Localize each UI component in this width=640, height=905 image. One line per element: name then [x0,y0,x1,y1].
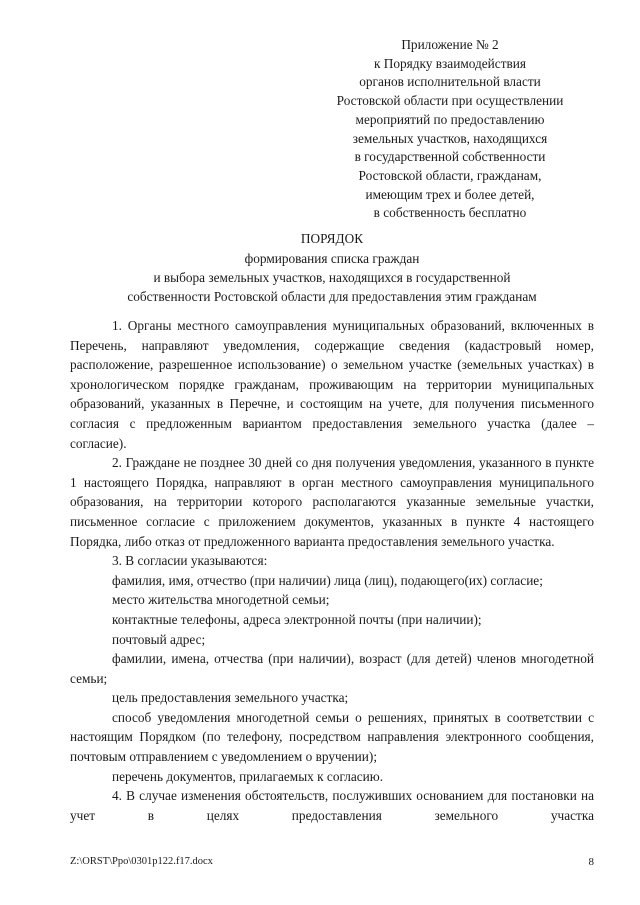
title-subtitle-line: собственности Ростовской области для предоставления этим гражданам [127,289,537,304]
list-item: цель предоставления земельного участка; [112,690,349,706]
list-item: перечень документов, прилагаемых к согласию. [112,768,384,784]
paragraph-1: 1. Органы местного самоуправления муниципальных образований, включенных в Перечень, направляют уведомления, содержащие сведения (кадастровый номер, расположение, разрешенное использование) о земельном участке (земельных участках) в хронологическом порядке гражданам, проживающим на территории муниципальных образований, указанных в Перечне, и состоящим на учете, для получения письменного согласия с предложенным вариантом предоставления земельного участка (далее – согласие). [70,318,594,451]
appendix-line: органов исполнительной власти [359,74,541,90]
appendix-line: Ростовской области, гражданам, [358,167,542,183]
list-item: почтовый адрес; [112,631,206,647]
appendix-line: к Порядку взаимодействия [373,55,527,71]
paragraph-2: 2. Граждане не позднее 30 дней со дня получения уведомления, указанного в пункте 1 настоящего Порядка, направляют в орган местного самоуправления муниципального образования, на территории которого располагаются указанные земельные участки, письменное согласие с приложением документов, указанных в пункте 4 настоящего Порядка, либо отказ от предложенного варианта предоставления земельного участка. [70,455,594,549]
title-subtitle-line: и выбора земельных участков, находящихся в государственной [153,270,511,285]
appendix-line: имеющим трех и более детей, [365,186,535,202]
list-item: фамилия, имя, отчество (при наличии) лица (лиц), подающего(их) согласие; [112,572,543,588]
document-title [70,229,594,306]
list-item: место жительства многодетной семьи; [112,592,330,608]
title-subtitle-line: формирования списка граждан [244,251,420,266]
title-heading: ПОРЯДОК [300,231,364,246]
list-item: фамилии, имена, отчества (при наличии), возраст (для детей) членов многодетной семьи; [70,651,594,686]
list-item: контактные телефоны, адреса электронной почты (при наличии); [112,611,482,627]
footer-file-path: Z:\ORST\Ppo\0301p122.f17.docx [70,856,213,867]
document-body [70,316,594,825]
paragraph-4: 4. В случае изменения обстоятельств, послуживших основанием для постановки на учет в целях предоставления земельного участка [70,788,594,823]
appendix-line: мероприятий по предоставлению [355,111,545,127]
appendix-line: земельных участков, находящихся [352,130,548,146]
page-number: 8 [588,856,594,868]
list-item: способ уведомления многодетной семьи о решениях, принятых в соответствии с настоящим Порядком (по телефону, посредством направления электронного сообщения, почтовым отправлением с уведомлением о вручении); [70,709,594,765]
appendix-line: в собственность бесплатно [373,205,527,221]
appendix-header [300,36,600,223]
paragraph-3: 3. В согласии указываются: [112,553,268,569]
appendix-line: Ростовской области при осуществлении [336,93,564,109]
appendix-line: в государственной собственности [354,149,546,165]
appendix-line: Приложение № 2 [401,37,499,52]
